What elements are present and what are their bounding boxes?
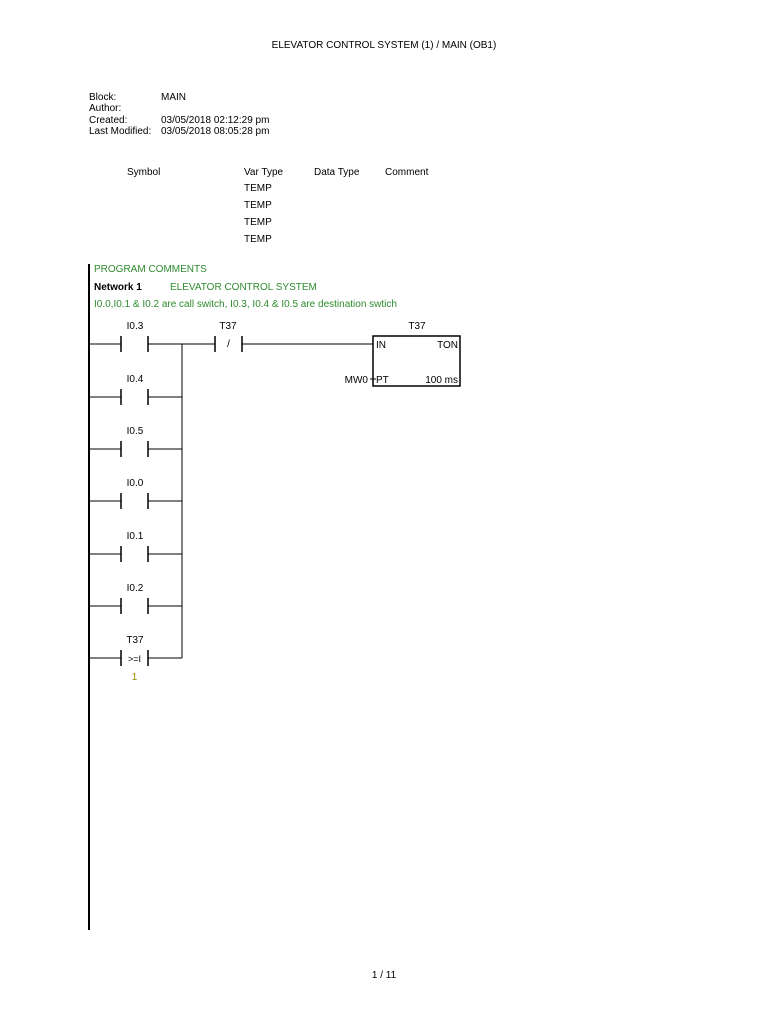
- timer-pt-input: MW0: [344, 375, 368, 386]
- timer-block-t37[interactable]: [345, 321, 460, 386]
- block-value: MAIN: [161, 92, 186, 103]
- modified-value: 03/05/2018 08:05:28 pm: [161, 126, 270, 137]
- contact-i0-1[interactable]: [89, 531, 182, 562]
- created-label: Created:: [89, 115, 128, 126]
- contact-i0-2[interactable]: [89, 583, 182, 614]
- timer-pt-pin: PT: [376, 375, 389, 386]
- contact-label: I0.2: [126, 583, 144, 594]
- contact-i0-3[interactable]: [89, 321, 182, 352]
- contact-i0-0[interactable]: [89, 478, 182, 509]
- var-header-data-type: Data Type: [314, 167, 360, 178]
- contact-label: I0.1: [126, 531, 144, 542]
- block-label: Block:: [89, 92, 117, 103]
- network-label: Network 1: [94, 282, 142, 293]
- network-comment: I0.0,I0.1 & I0.2 are call switch, I0.3, I0.4 & I0.5 are destination swtich: [94, 299, 397, 310]
- contact-label: I0.4: [126, 374, 144, 385]
- author-label: Author:: [89, 103, 122, 114]
- nc-contact-symbol: /: [227, 339, 230, 350]
- nc-contact-t37[interactable]: [182, 321, 373, 352]
- compare-label: T37: [126, 635, 144, 646]
- program-comments: PROGRAM COMMENTS: [94, 264, 207, 275]
- nc-contact-label: T37: [219, 321, 237, 332]
- var-header-var-type: Var Type: [244, 167, 284, 178]
- var-row-type: TEMP: [244, 217, 272, 228]
- compare-operator: >=I: [127, 654, 142, 664]
- modified-label: Last Modified:: [89, 126, 152, 137]
- compare-contact-t37[interactable]: [89, 635, 182, 683]
- var-header-comment: Comment: [385, 167, 429, 178]
- timer-label: T37: [408, 321, 426, 332]
- timer-type: TON: [437, 340, 458, 351]
- network-title: ELEVATOR CONTROL SYSTEM: [170, 282, 317, 293]
- var-header-symbol: Symbol: [127, 167, 161, 178]
- timer-base: 100 ms: [425, 375, 458, 386]
- contact-label: I0.0: [126, 478, 144, 489]
- timer-in-pin: IN: [376, 340, 386, 351]
- page-number: 1 / 11: [371, 970, 397, 981]
- contact-i0-4[interactable]: [89, 374, 182, 405]
- contact-label: I0.3: [126, 321, 144, 332]
- created-value: 03/05/2018 02:12:29 pm: [161, 115, 270, 126]
- var-row-type: TEMP: [244, 200, 272, 211]
- compare-value: 1: [131, 672, 138, 683]
- page-header: ELEVATOR CONTROL SYSTEM (1) / MAIN (OB1): [271, 40, 497, 51]
- contact-label: I0.5: [126, 426, 144, 437]
- var-row-type: TEMP: [244, 234, 272, 245]
- var-row-type: TEMP: [244, 183, 272, 194]
- contact-i0-5[interactable]: [89, 426, 182, 457]
